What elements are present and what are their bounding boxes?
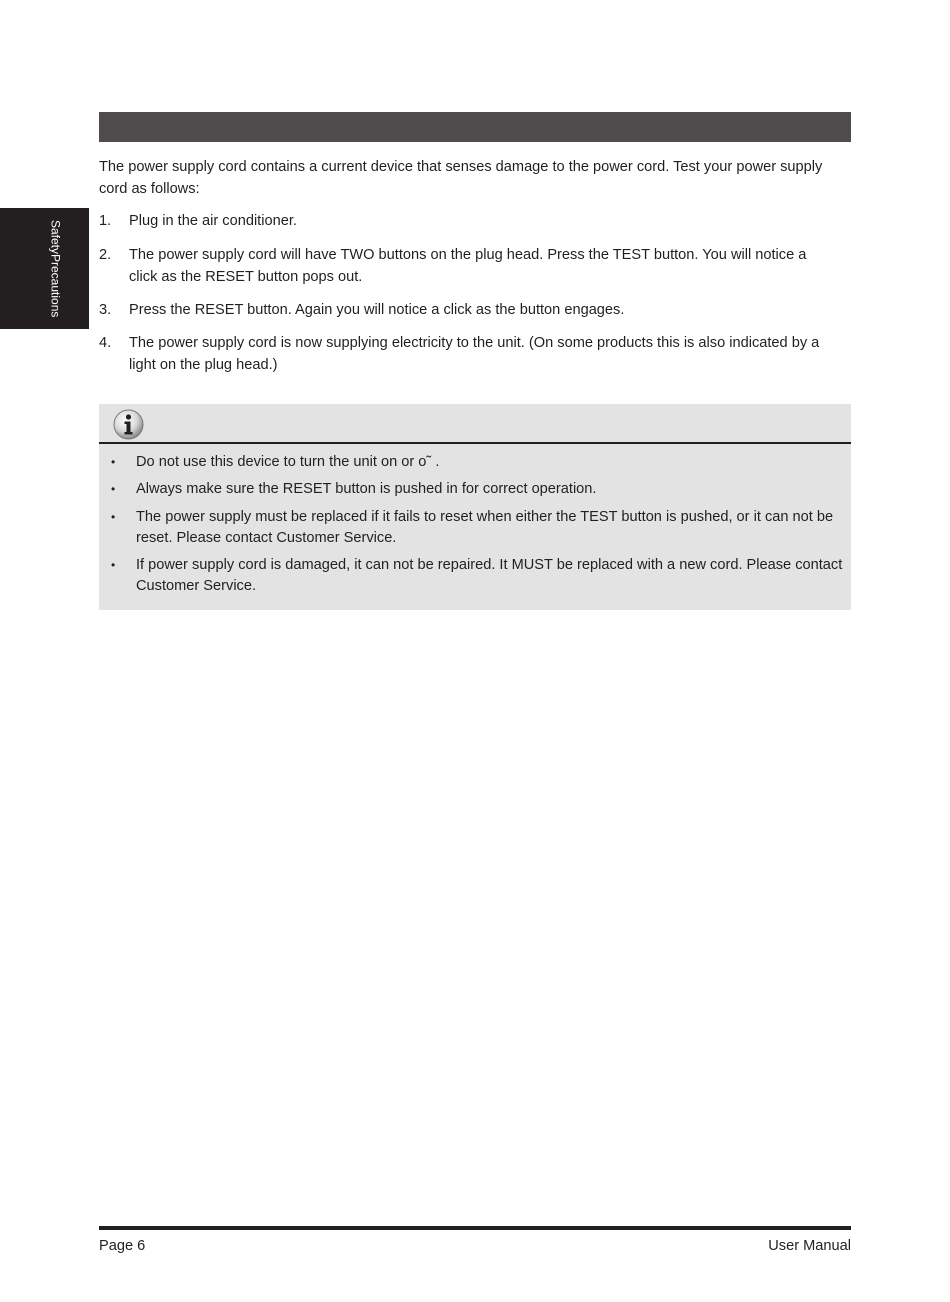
intro-paragraph: The power supply cord contains a current device that senses damage to the power cord. Test your power supply cord as follows: [99, 159, 823, 197]
document-title: User Manual [768, 1238, 851, 1254]
step-text: Press the RESET button. Again you will notice a click as the button engages. [129, 302, 625, 318]
step-item [99, 299, 851, 321]
section-header-bar [99, 112, 851, 142]
note-text: The power supply must be replaced if it fails to reset when either the TEST button is pushed, or it can not be reset. Please contact Customer Service. [136, 509, 834, 546]
footer-rule [99, 1226, 851, 1230]
note-item [99, 555, 851, 597]
step-number: 4. [99, 335, 112, 351]
side-tab-line-2: Precautions [48, 254, 63, 318]
note-box [99, 404, 851, 610]
step-text: The power supply cord will have TWO buttons on the plug head. Press the TEST button. You will notice a click as the RESET button pops out. [129, 247, 807, 285]
note-item [99, 452, 851, 473]
note-header [99, 404, 851, 444]
step-number: 1. [99, 213, 112, 229]
step-text: The power supply cord is now supplying electricity to the unit. (On some products this is also indicated by a light on the plug head.) [129, 335, 820, 373]
bullet: • [111, 482, 116, 496]
note-text: Do not use this device to turn the unit on or o˜ . [136, 454, 440, 470]
step-number: 3. [99, 302, 112, 318]
note-item [99, 507, 851, 549]
side-tab-line-1: Safety [48, 220, 63, 255]
bullet: • [111, 510, 116, 524]
bullet: • [111, 558, 116, 572]
step-number: 2. [99, 247, 112, 263]
step-text: Plug in the air conditioner. [129, 213, 297, 229]
step-item [99, 210, 851, 232]
note-text: Always make sure the RESET button is pushed in for correct operation. [136, 481, 597, 497]
note-text: If power supply cord is damaged, it can not be repaired. It MUST be replaced with a new cord. Please contact Customer Service. [136, 557, 843, 594]
side-tab-label [39, 220, 71, 318]
step-item [99, 332, 851, 376]
bullet: • [111, 455, 116, 469]
note-item [99, 479, 851, 500]
page-number: Page 6 [99, 1238, 146, 1254]
step-item [99, 244, 851, 288]
info-icon [113, 409, 144, 440]
